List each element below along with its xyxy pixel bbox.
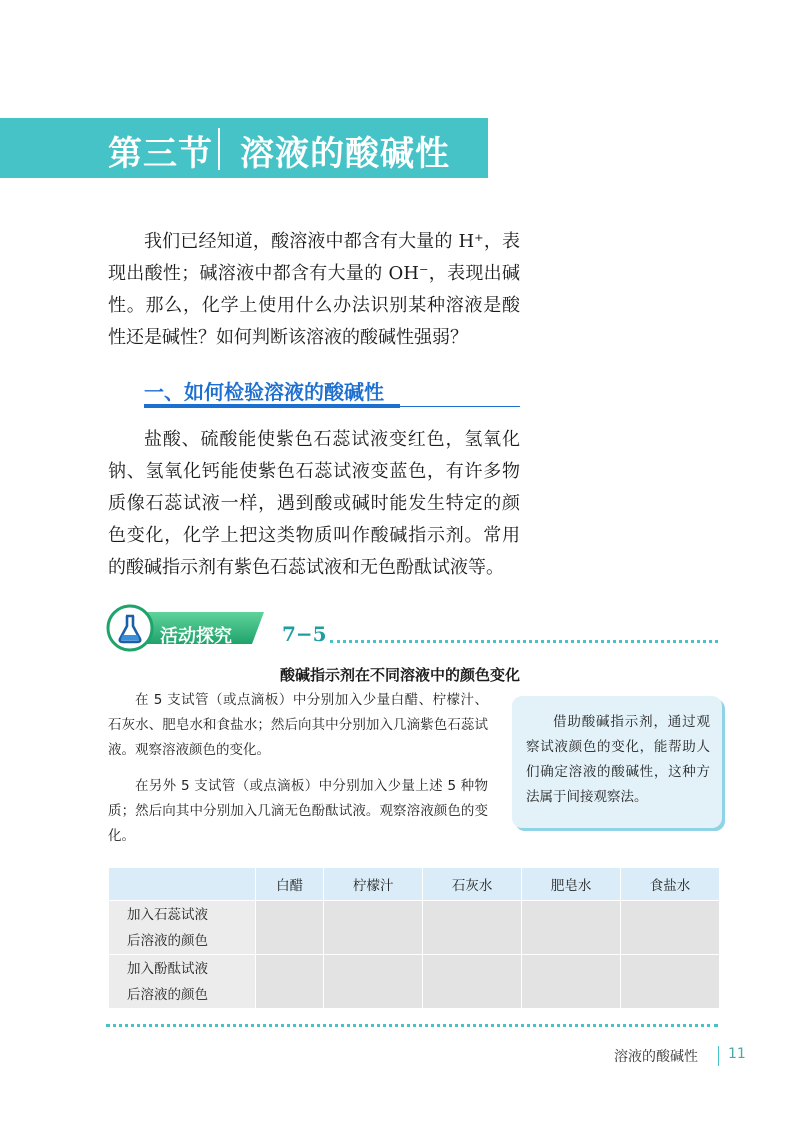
table-header-row: [109, 868, 720, 901]
flask-icon: [106, 604, 154, 652]
table-row: [109, 955, 720, 1009]
table-cell: [256, 955, 324, 1009]
activity-label: 活动探究: [160, 626, 232, 647]
table-cell: [621, 955, 720, 1009]
table-header-cell: 食盐水: [621, 868, 720, 901]
subsection-heading: 一、如何检验溶液的酸碱性: [144, 380, 384, 404]
banner-divider: [218, 128, 220, 170]
page-number: 11: [728, 1046, 746, 1062]
activity-number: 7−5: [282, 622, 327, 646]
table-header-cell: 柠檬汁: [324, 868, 423, 901]
table-row-header: [109, 901, 256, 955]
intro-paragraph: 我们已经知道，酸溶液中都含有大量的 H⁺，表现出酸性；碱溶液中都含有大量的 OH⁻，表现出碱性。那么，化学上使用什么办法识别某种溶液是酸性还是碱性？如何判断该溶液的酸碱性强弱？: [108, 231, 520, 348]
row-label-line: 后溶液的颜色: [127, 986, 208, 1003]
table-header-cell: 肥皂水: [522, 868, 621, 901]
table-cell: [522, 901, 621, 955]
table-cell: [423, 901, 522, 955]
subsection-underline: [144, 404, 400, 408]
table-header-cell: 石灰水: [423, 868, 522, 901]
section-title: 溶液的酸碱性: [240, 134, 450, 174]
activity-paragraph-1: 在 5 支试管（或点滴板）中分别加入少量白醋、柠檬汁、石灰水、肥皂水和食盐水；然后向其中分别加入几滴紫色石蕊试液。观察溶液颜色的变化。: [108, 692, 488, 758]
table-header-cell: 白醋: [256, 868, 324, 901]
activity-divider-bottom: [106, 1024, 718, 1027]
side-note: [512, 696, 722, 828]
table-header-corner: [109, 868, 256, 901]
observation-table: [108, 867, 720, 1009]
table-cell: [256, 901, 324, 955]
table-cell: [324, 955, 423, 1009]
table-cell: [423, 955, 522, 1009]
footer-divider: [718, 1046, 719, 1066]
table-row-header: [109, 955, 256, 1009]
table-cell: [324, 901, 423, 955]
section-number: 第三节: [108, 134, 213, 174]
row-label-line: 后溶液的颜色: [127, 932, 208, 949]
row-label-line: 加入石蕊试液: [127, 906, 208, 923]
row-label-line: 加入酚酞试液: [127, 960, 208, 977]
side-note-text: 借助酸碱指示剂，通过观察试液颜色的变化，能帮助人们确定溶液的酸碱性，这种方法属于间接观察法。: [526, 714, 710, 805]
table-cell: [522, 955, 621, 1009]
subsection-paragraph: 盐酸、硫酸能使紫色石蕊试液变红色，氢氧化钠、氢氧化钙能使紫色石蕊试液变蓝色，有许多物质像石蕊试液一样，遇到酸或碱时能发生特定的颜色变化，化学上把这类物质叫作酸碱指示剂。常用的酸碱指示剂有紫色石蕊试液和无色酚酞试液等。: [108, 429, 520, 578]
table-row: [109, 901, 720, 955]
subsection-rule: [400, 406, 520, 407]
activity-divider-top: [330, 640, 718, 643]
section-banner: [0, 118, 488, 178]
table-cell: [621, 901, 720, 955]
activity-paragraph-2: 在另外 5 支试管（或点滴板）中分别加入少量上述 5 种物质；然后向其中分别加入几滴无色酚酞试液。观察溶液颜色的变化。: [108, 778, 488, 844]
activity-title: 酸碱指示剂在不同溶液中的颜色变化: [280, 666, 521, 684]
footer-section-label: 溶液的酸碱性: [614, 1049, 698, 1065]
